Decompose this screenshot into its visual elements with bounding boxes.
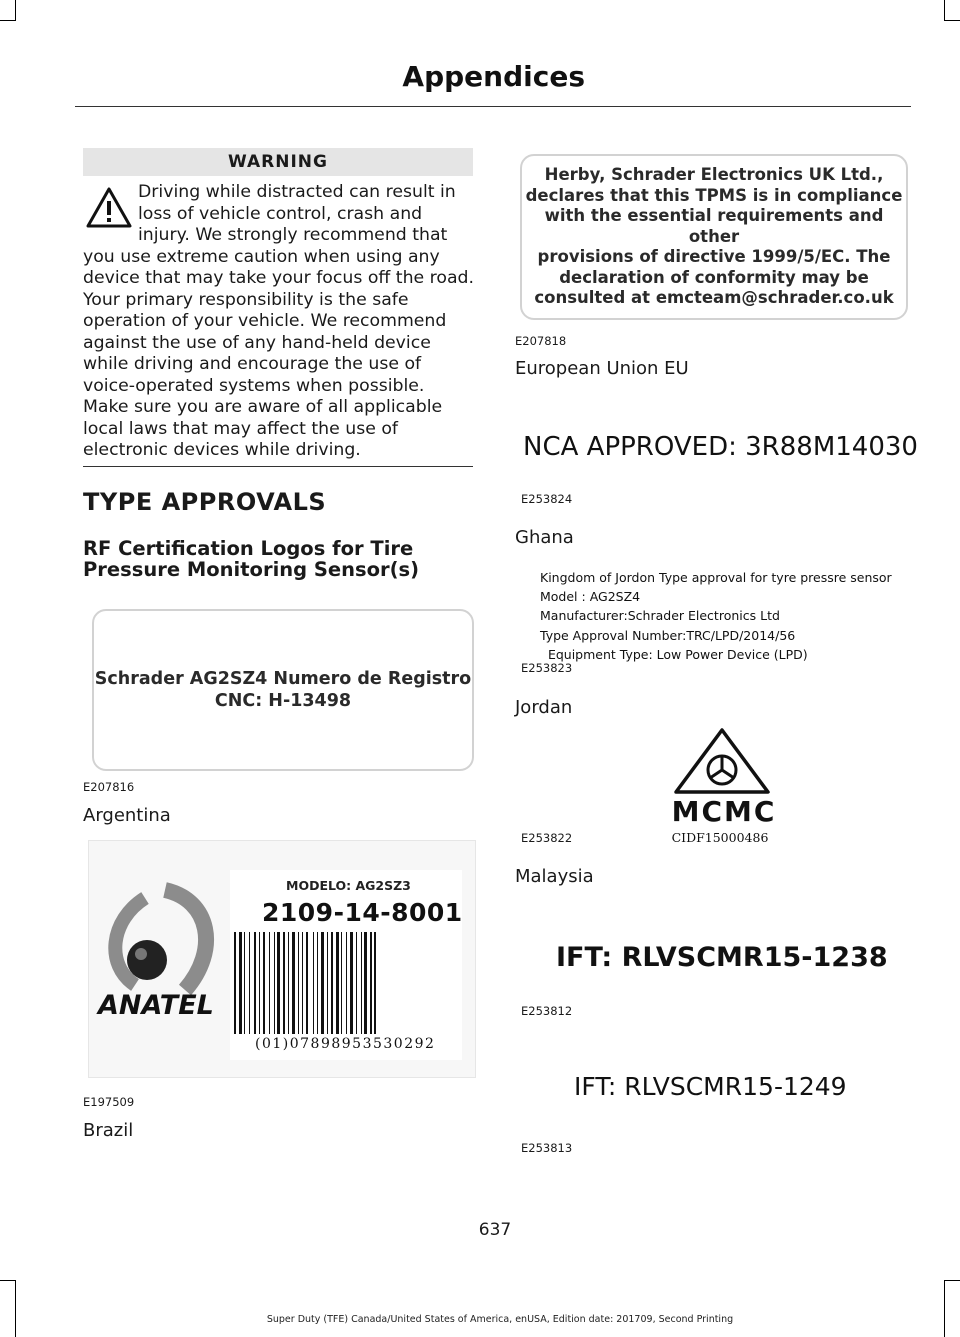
section-title: TYPE APPROVALS <box>83 488 327 516</box>
page-header-title: Appendices <box>402 60 585 93</box>
barcode-bar <box>327 932 328 1034</box>
barcode-bar <box>374 932 376 1034</box>
barcode-bar <box>321 932 324 1034</box>
figure-caption-argentina: Argentina <box>83 805 171 826</box>
figure-code: E197509 <box>83 1095 135 1109</box>
jordan-line: Manufacturer:Schrader Electronics Ltd <box>540 608 780 624</box>
figure-code: E207818 <box>515 334 567 348</box>
jordan-approval-text <box>540 568 892 664</box>
crop-mark <box>15 1280 16 1337</box>
barcode-bar <box>364 932 367 1034</box>
jordan-line: Kingdom of Jordon Type approval for tyre pressre sensor <box>540 570 892 585</box>
warning-body <box>83 182 475 462</box>
brazil-model: MODELO: AG2SZ3 <box>286 878 411 893</box>
crop-mark <box>944 0 945 20</box>
figure-code: E253823 <box>521 661 573 675</box>
figure-caption-brazil: Brazil <box>83 1120 134 1141</box>
warning-body-text: Driving while distracted can result in loss of vehicle control, crash and injury. We strongly recommend that you use extreme caution when using any device that may take your focus off the road. Your primary responsibility is the safe operation of your vehicle. We recommend against the use of any hand-held device while driving and encourage the use of voice-operated systems when possible. Make sure you are aware of all applicable local laws that may affect the use of electronic devices while driving. <box>83 182 475 460</box>
ghana-approval-text: NCA APPROVED: 3R88M14030 <box>523 432 918 462</box>
eu-line: declares that this TPMS is in compliance <box>525 185 903 205</box>
figure-caption-jordan: Jordan <box>515 697 573 718</box>
warning-heading: WARNING <box>83 148 473 176</box>
figure-code: E253824 <box>521 492 573 506</box>
header-rule <box>75 106 911 107</box>
barcode-bar <box>288 932 289 1034</box>
barcode-bar <box>239 932 242 1034</box>
warning-icon-space <box>83 182 138 246</box>
figure-code: E207816 <box>83 780 135 794</box>
section-subtitle: RF Certification Logos for Tire Pressure Monitoring Sensor(s) <box>83 537 420 581</box>
barcode-bar <box>234 932 236 1034</box>
barcode-bar <box>361 932 362 1034</box>
eu-line: consulted at emcteam@schrader.co.uk <box>534 288 894 308</box>
crop-mark <box>15 0 16 20</box>
figure-caption-ghana: Ghana <box>515 527 574 548</box>
figure-code: E253812 <box>521 1004 573 1018</box>
barcode-bar <box>259 932 260 1034</box>
barcode-bar <box>244 932 245 1034</box>
malaysia-cidf-number: CIDF15000486 <box>671 830 769 845</box>
barcode-bar <box>269 932 270 1034</box>
crop-mark <box>944 1280 945 1337</box>
barcode-bar <box>263 932 265 1034</box>
jordan-line: Equipment Type: Low Power Device (LPD) <box>540 646 808 662</box>
mcmc-logo-text: MCMC <box>671 795 777 828</box>
barcode-bar <box>292 932 295 1034</box>
ift-approval-text: IFT: RLVSCMR15-1249 <box>574 1072 847 1101</box>
barcode-bar <box>283 932 285 1034</box>
anatel-logo-text: ANATEL <box>98 990 214 1021</box>
argentina-certification-panel <box>92 609 474 771</box>
figure-code: E253822 <box>521 831 573 845</box>
barcode-bar <box>336 932 339 1034</box>
barcode-bar <box>370 932 372 1034</box>
argentina-line1: Schrader AG2SZ4 Numero de Registro <box>94 669 472 689</box>
barcode-bar <box>346 932 347 1034</box>
barcode-bar <box>277 932 280 1034</box>
ift-approval-text: IFT: RLVSCMR15-1238 <box>556 942 888 973</box>
crop-mark <box>0 20 16 21</box>
eu-line: provisions of directive 1999/5/EC. The <box>537 247 891 267</box>
barcode-bar <box>302 932 303 1034</box>
barcode-bar <box>331 932 333 1034</box>
page-number: 637 <box>478 1220 512 1240</box>
figure-code: E253813 <box>521 1141 573 1155</box>
barcode-bar <box>356 932 357 1034</box>
barcode-bar <box>317 932 318 1034</box>
brazil-barcode-text: (01)07898953530292 <box>255 1036 436 1052</box>
crop-mark <box>944 20 960 21</box>
page-footer: Super Duty (TFE) Canada/United States of America, enUSA, Edition date: 201709, Second Printing <box>266 1314 734 1325</box>
crop-mark <box>944 1280 960 1281</box>
barcode-bar <box>298 932 299 1034</box>
brazil-registration-number: 2109-14-8001 <box>262 898 463 927</box>
argentina-line2: CNC: H-13498 <box>214 691 352 711</box>
barcode-bar <box>313 932 314 1034</box>
eu-line: declaration of conformity may be <box>559 267 869 287</box>
figure-caption-malaysia: Malaysia <box>515 866 594 887</box>
eu-line: Herby, Schrader Electronics UK Ltd., <box>544 165 884 185</box>
barcode-bar <box>274 932 275 1034</box>
jordan-line: Model : AG2SZ4 <box>540 589 641 605</box>
jordan-line: Type Approval Number:TRC/LPD/2014/56 <box>540 627 796 643</box>
brazil-barcode <box>234 932 430 1034</box>
barcode-bar <box>341 932 342 1034</box>
barcode-bar <box>249 932 250 1034</box>
barcode-bar <box>350 932 353 1034</box>
eu-declaration-panel <box>520 154 908 320</box>
barcode-bar <box>254 932 256 1034</box>
barcode-bar <box>306 932 308 1034</box>
figure-caption-eu: European Union EU <box>515 358 689 379</box>
warning-rule <box>83 466 473 467</box>
eu-line: with the essential requirements and other <box>544 206 884 246</box>
crop-mark <box>0 1280 16 1281</box>
